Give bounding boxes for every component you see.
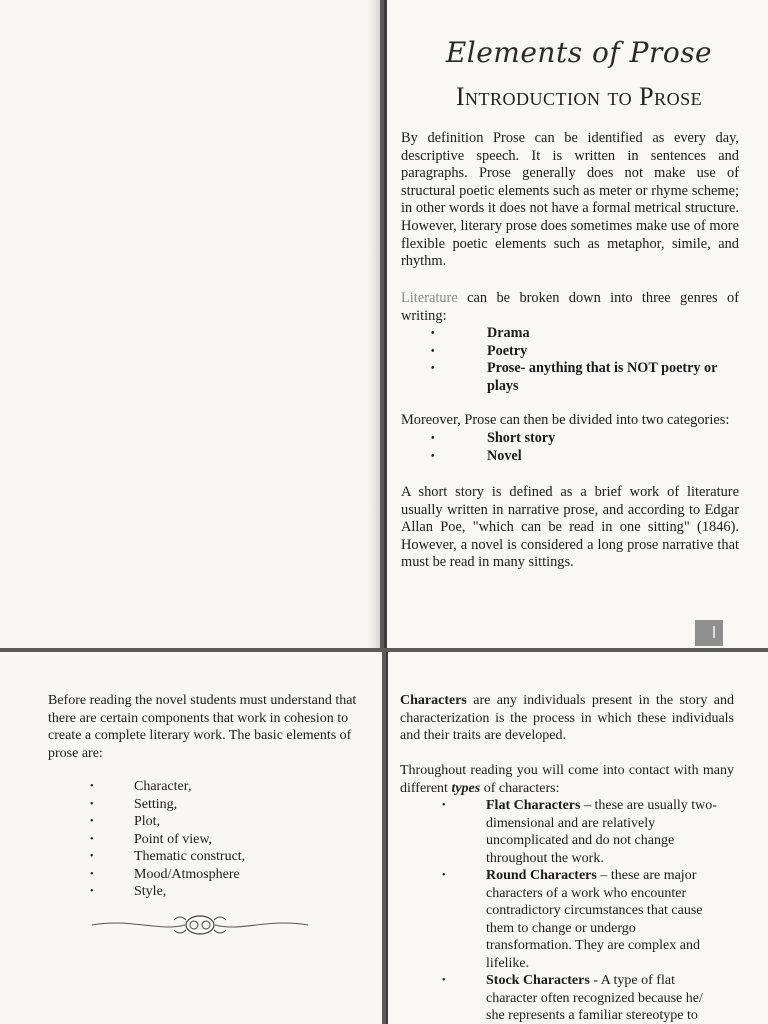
- categories-intro: Moreover, Prose can then be divided into two categories:: [401, 412, 730, 428]
- characters-page: [386, 652, 768, 1024]
- characters-term: Characters: [400, 693, 467, 708]
- list-item: • Character,: [90, 779, 192, 794]
- list-item: • Setting,: [90, 796, 178, 812]
- elements-intro: Before reading the novel students must understand that there are certain components that work in cohesion to create a complete literary work. The basic elements of prose are:: [48, 693, 357, 761]
- list-item: • Style,: [90, 884, 167, 899]
- faded-word: Literature: [401, 290, 458, 306]
- list-item: • Round Characters – these are major characters of a work who encounter contradictory circumstances that cause them to change or undergo transformation. They are complex and lifelike.: [442, 868, 703, 971]
- list-item: • Short story: [431, 430, 556, 446]
- types-intro: Throughout reading you will come into contact with many different types of characters:: [400, 763, 734, 796]
- list-item: • Flat Characters – these are usually two-dimensional and are relatively uncomplicated and do not change throughout the work.: [442, 798, 717, 866]
- blank-page: [0, 0, 380, 648]
- characters-definition: [400, 692, 734, 745]
- categories-list: [431, 430, 731, 465]
- flourish-ornament-icon: [90, 910, 310, 940]
- list-item: • Drama: [431, 325, 530, 341]
- characters-def-text: are any individuals present in the story and characterization is the process in which these individuals and their traits are developed.: [400, 693, 734, 743]
- short-story-paragraph: A short story is defined as a brief work of literature usually written in narrative prose, and according to Edgar Allan Poe, "which can be read in one sitting" (1846). However, a novel is considered a long prose narrative that must be read in many sittings.: [401, 484, 739, 571]
- list-item: • Novel: [431, 447, 522, 464]
- definition-paragraph: By definition Prose can be identified as every day, descriptive speech. It is written in sentences and paragraphs. Prose generally does not make use of structural poetic elements such as meter or rhyme scheme; in other words it does not have a formal metrical structure. However, literary prose does sometimes make use of more flexible poetic elements such as metaphor, simile, and rhythm.: [401, 130, 739, 270]
- intro-page: [384, 0, 768, 648]
- list-item: • Thematic construct,: [90, 849, 246, 864]
- character-types-list: [442, 797, 722, 1024]
- page-title: Introduction to Prose: [455, 82, 703, 111]
- list-item: • Stock Characters - A type of flat character often recognized because he/ she represents a familiar stereotype to: [442, 973, 703, 1023]
- list-item: • Point of view,: [90, 831, 213, 847]
- types-word: types: [451, 780, 481, 796]
- elements-list: [90, 778, 340, 901]
- genres-intro: [401, 290, 739, 325]
- section-script-title: Elements of Prose: [445, 36, 713, 69]
- list-item: • Plot,: [90, 814, 161, 829]
- genres-list: [431, 325, 731, 395]
- list-item: • Poetry: [431, 342, 528, 359]
- page-fold-shadow: [368, 0, 380, 648]
- list-item: • Mood/Atmosphere: [90, 866, 240, 882]
- page-tab: [695, 620, 723, 646]
- elements-page: [0, 652, 382, 1024]
- genres-intro-text: can be broken down into three genres of writing:: [401, 290, 739, 324]
- list-item: • Prose- anything that is NOT poetry or plays: [431, 360, 718, 394]
